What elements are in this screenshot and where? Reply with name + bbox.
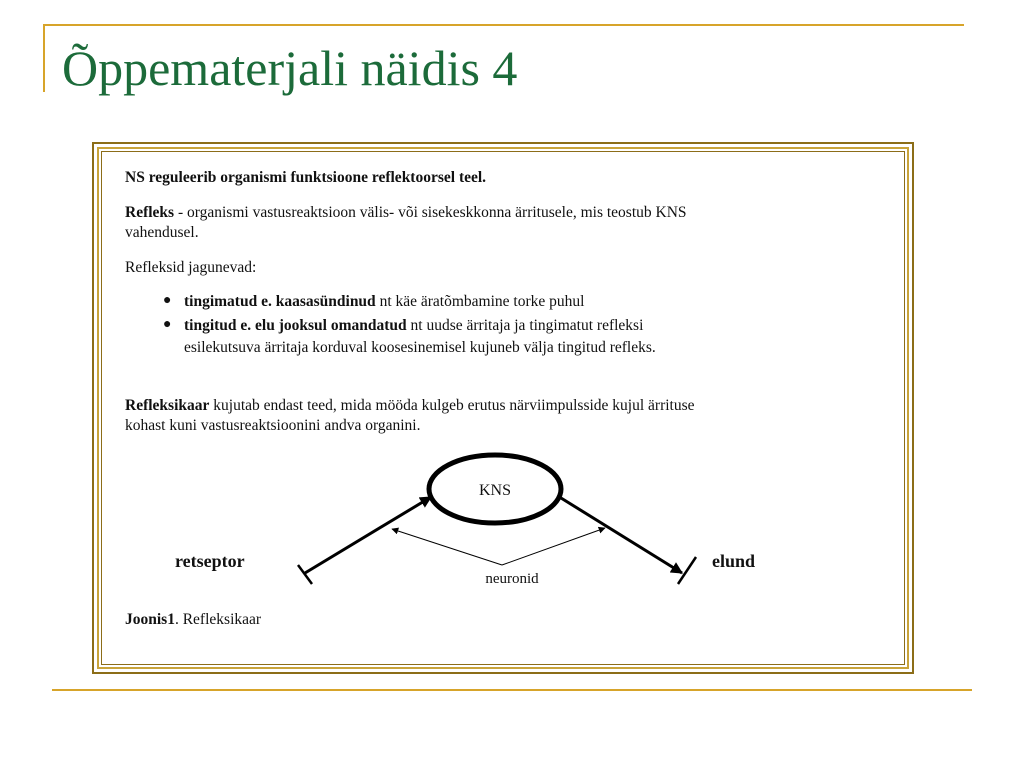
figure-caption: Joonis1. Refleksikaar — [125, 611, 262, 628]
reflex-arc-diagram — [102, 152, 908, 672]
list-item: tingitud e. elu jooksul omandatud nt uudse ärritaja ja tingimatut refleksi — [184, 317, 644, 334]
list-item-cont: esilekutsuva ärritaja korduval koosesinemisel kujuneb välja tingitud refleks. — [184, 339, 656, 356]
document-page — [101, 151, 905, 665]
neuron-pointer-right — [502, 528, 605, 565]
refleks-definition-cont: vahendusel. — [125, 224, 199, 241]
retseptor-label: retseptor — [175, 551, 245, 571]
arc-definition: Refleksikaar kujutab endast teed, mida mööda kulgeb erutus närviimpulsside kujul ärrituse — [125, 397, 695, 414]
arc-term: Refleksikaar — [125, 397, 210, 414]
slide-title: Õppematerjali näidis 4 — [62, 40, 518, 96]
list-item: tingimatud e. kaasasündinud nt käe äratõmbamine torke puhul — [184, 293, 585, 310]
neuronid-label: neuronid — [485, 571, 539, 587]
division-intro: Refleksid jagunevad: — [125, 259, 257, 276]
refleks-definition: Refleks - organismi vastusreaktsioon välis- või sisekeskkonna ärritusele, mis teostub KNS — [125, 204, 687, 221]
refleks-term: Refleks — [125, 204, 175, 221]
afferent-arrow — [305, 497, 431, 573]
bottom-rule — [52, 689, 972, 691]
title-side-rule — [43, 24, 45, 92]
elund-label: elund — [712, 551, 756, 571]
title-top-rule — [44, 24, 964, 26]
arc-definition-cont: kohast kuni vastusreaktsioonini andva organini. — [125, 417, 421, 434]
doc-heading: NS reguleerib organismi funktsioone reflektoorsel teel. — [125, 169, 487, 186]
bullet-icon: ● — [163, 317, 172, 332]
document-frame — [92, 142, 914, 674]
receptor-tick — [298, 565, 312, 584]
efferent-arrow — [561, 498, 682, 573]
kns-label: KNS — [478, 482, 512, 499]
bullet-icon: ● — [163, 293, 172, 308]
neuron-pointer-left — [392, 529, 502, 565]
